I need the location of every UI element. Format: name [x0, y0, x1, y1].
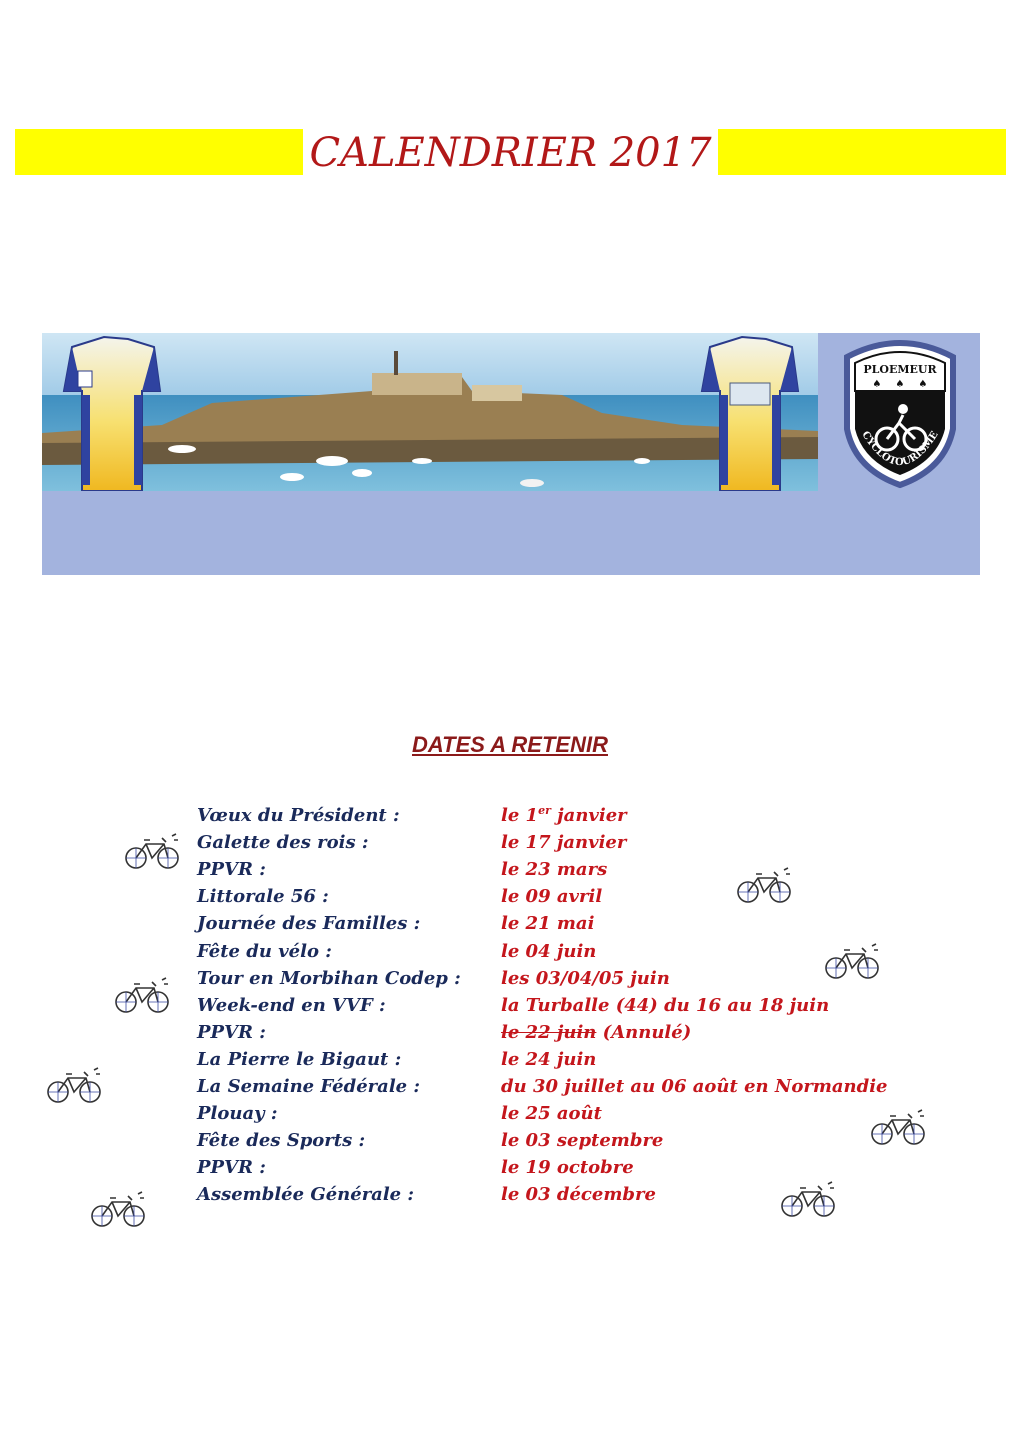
bicycle-icon	[870, 1108, 926, 1148]
svg-text:♠: ♠	[918, 379, 928, 390]
harbor-photo	[42, 333, 818, 491]
event-date: le 19 octobre	[501, 1157, 634, 1178]
event-date: le 24 juin	[501, 1049, 597, 1070]
event-date: la Turballe (44) du 16 au 18 juin	[501, 995, 830, 1016]
page-title: CALENDRIER 2017	[309, 130, 712, 176]
event-label: Vœux du Président :	[197, 805, 400, 826]
event-date: le 1er janvier	[501, 804, 627, 826]
event-date: le 22 juin (Annulé)	[501, 1022, 692, 1043]
event-label: Littorale 56 :	[197, 886, 329, 907]
logo-bottom-text: CYCLOTOURISME	[859, 429, 941, 469]
title-band-right	[718, 129, 1006, 175]
event-label: La Semaine Fédérale :	[197, 1076, 421, 1097]
event-label: Journée des Familles :	[197, 913, 421, 934]
title-band-left	[15, 129, 303, 175]
event-date: le 09 avril	[501, 886, 603, 907]
event-label: PPVR :	[197, 859, 266, 880]
club-logo	[841, 333, 959, 491]
event-label: Assemblée Générale :	[197, 1184, 415, 1205]
event-label: Fête des Sports :	[197, 1130, 366, 1151]
event-label: Plouay :	[197, 1103, 278, 1124]
section-heading: DATES A RETENIR	[412, 732, 608, 757]
event-label: Fête du vélo :	[197, 941, 332, 962]
bicycle-icon	[824, 942, 880, 982]
svg-text:♠: ♠	[872, 379, 882, 390]
svg-text:♠: ♠	[895, 379, 905, 390]
event-date: le 03 décembre	[501, 1184, 656, 1205]
bicycle-icon	[114, 976, 170, 1016]
event-date: le 21 mai	[501, 913, 595, 934]
bicycle-icon	[780, 1180, 836, 1220]
event-date: le 17 janvier	[501, 832, 627, 853]
event-label: Galette des rois :	[197, 832, 369, 853]
bicycle-icon	[46, 1066, 102, 1106]
event-date: le 03 septembre	[501, 1130, 664, 1151]
event-date: le 23 mars	[501, 859, 608, 880]
event-label: Tour en Morbihan Codep :	[197, 968, 461, 989]
event-date: le 04 juin	[501, 941, 597, 962]
bicycle-icon	[736, 866, 792, 906]
event-label: La Pierre le Bigaut :	[197, 1049, 402, 1070]
event-date: du 30 juillet au 06 août en Normandie	[501, 1076, 888, 1097]
event-date: les 03/04/05 juin	[501, 968, 670, 989]
event-label: Week-end en VVF :	[197, 995, 386, 1016]
cancelled-date: le 22 juin	[501, 1022, 597, 1043]
bicycle-icon	[124, 832, 180, 872]
event-date: le 25 août	[501, 1103, 602, 1124]
bicycle-icon	[90, 1190, 146, 1230]
club-banner	[42, 333, 980, 575]
event-label: PPVR :	[197, 1157, 266, 1178]
event-label: PPVR :	[197, 1022, 266, 1043]
logo-top-text: PLOEMEUR	[863, 363, 937, 376]
